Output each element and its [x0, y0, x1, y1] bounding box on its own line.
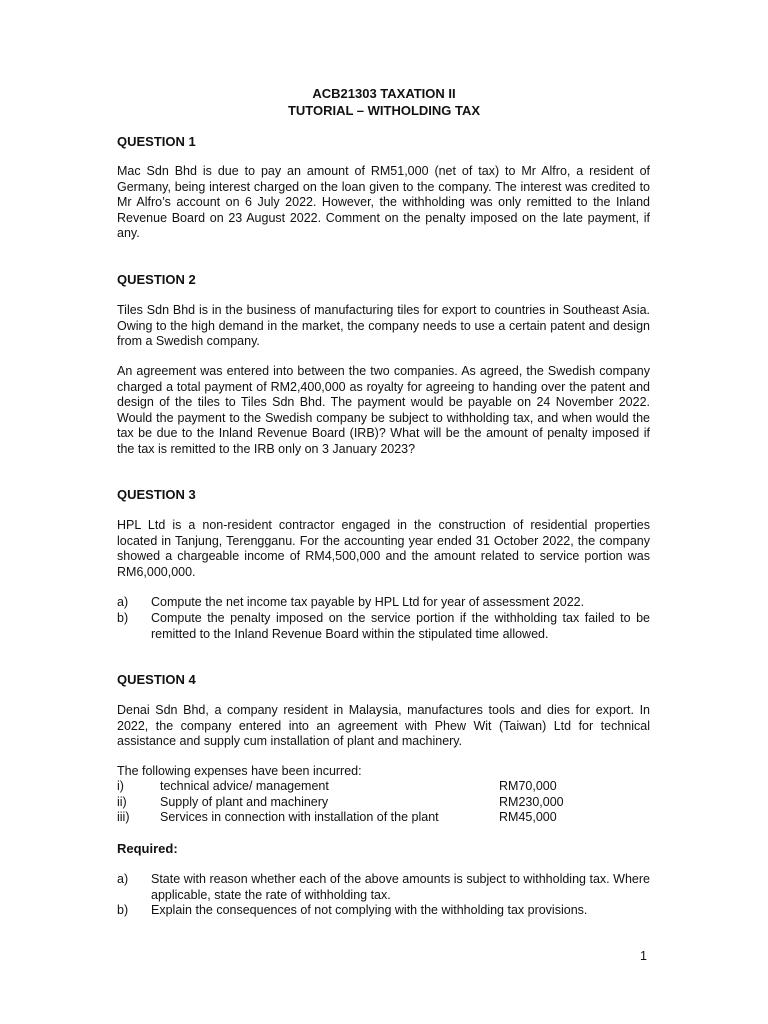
expense-marker: ii) [117, 795, 127, 809]
item-text: Explain the consequences of not complying with the withholding tax provisions. [151, 903, 588, 917]
expense-description: Services in connection with installation of the plant [160, 810, 439, 824]
item-marker: b) [117, 611, 129, 625]
item-marker: b) [117, 903, 129, 917]
question-3-heading: QUESTION 3 [117, 487, 196, 502]
expense-marker: i) [117, 779, 124, 793]
question-2-paragraph-2: An agreement was entered into between the two companies. As agreed, the Swedish company charged a total payment of RM2,400,000 as royalty for agreeing to handing over the patent and design of the tiles to Tiles Sdn Bhd. The payment would be payable on 24 November 2022. Would the payment to the Swedish company be subject to withholding tax, and when would the tax be due to the Inland Revenue Board (IRB)? What will be the amount of penalty imposed if the tax is remitted to the IRB only on 3 January 2023? [117, 364, 650, 456]
item-marker: a) [117, 595, 129, 609]
expense-amount: RM70,000 [499, 779, 557, 793]
tutorial-title: TUTORIAL – WITHOLDING TAX [287, 103, 481, 118]
expense-marker: iii) [117, 810, 130, 824]
item-text: Compute the penalty imposed on the service portion if the withholding tax failed to be remitted to the Inland Revenue Board within the stipulated time allowed. [151, 611, 650, 641]
expense-amount: RM45,000 [499, 810, 557, 824]
expense-description: Supply of plant and machinery [160, 795, 329, 809]
question-2-paragraph-1: Tiles Sdn Bhd is in the business of manufacturing tiles for export to countries in Southeast Asia. Owing to the high demand in the market, the company needs to use a certain patent and design from a Swedish company. [117, 303, 650, 348]
item-text: State with reason whether each of the above amounts is subject to withholding tax. Where applicable, state the rate of withholding tax. [151, 872, 650, 902]
expense-amount: RM230,000 [499, 795, 564, 809]
course-title: ACB21303 TAXATION II [312, 86, 456, 101]
question-1-heading: QUESTION 1 [117, 134, 196, 149]
question-1-body: Mac Sdn Bhd is due to pay an amount of RM51,000 (net of tax) to Mr Alfro, a resident of Germany, being interest charged on the loan given to the company. The interest was credited to Mr Alfro’s account on 6 July 2022. However, the withholding was only remitted to the Inland Revenue Board on 23 August 2022. Comment on the penalty imposed on the late payment, if any. [117, 164, 650, 240]
expense-row [117, 779, 650, 795]
required-label: Required: [117, 841, 178, 856]
expense-row [117, 795, 650, 811]
page-number: 1 [640, 949, 647, 963]
item-marker: a) [117, 872, 129, 886]
question-2-heading: QUESTION 2 [117, 272, 196, 287]
item-text: Compute the net income tax payable by HPL Ltd for year of assessment 2022. [151, 595, 585, 609]
expense-description: technical advice/ management [160, 779, 329, 793]
question-3-body: HPL Ltd is a non-resident contractor engaged in the construction of residential properties located in Tanjung, Terengganu. For the accounting year ended 31 October 2022, the company showed a chargeable income of RM4,500,000 and the amount related to service portion was RM6,000,000. [117, 518, 650, 579]
question-4-body: Denai Sdn Bhd, a company resident in Malaysia, manufactures tools and dies for export. In 2022, the company entered into an agreement with Phew Wit (Taiwan) Ltd for technical assistance and supply cum installation of plant and machinery. [117, 703, 650, 748]
expenses-intro: The following expenses have been incurred: [117, 764, 362, 778]
expense-row [117, 810, 650, 826]
question-4-heading: QUESTION 4 [117, 672, 196, 687]
